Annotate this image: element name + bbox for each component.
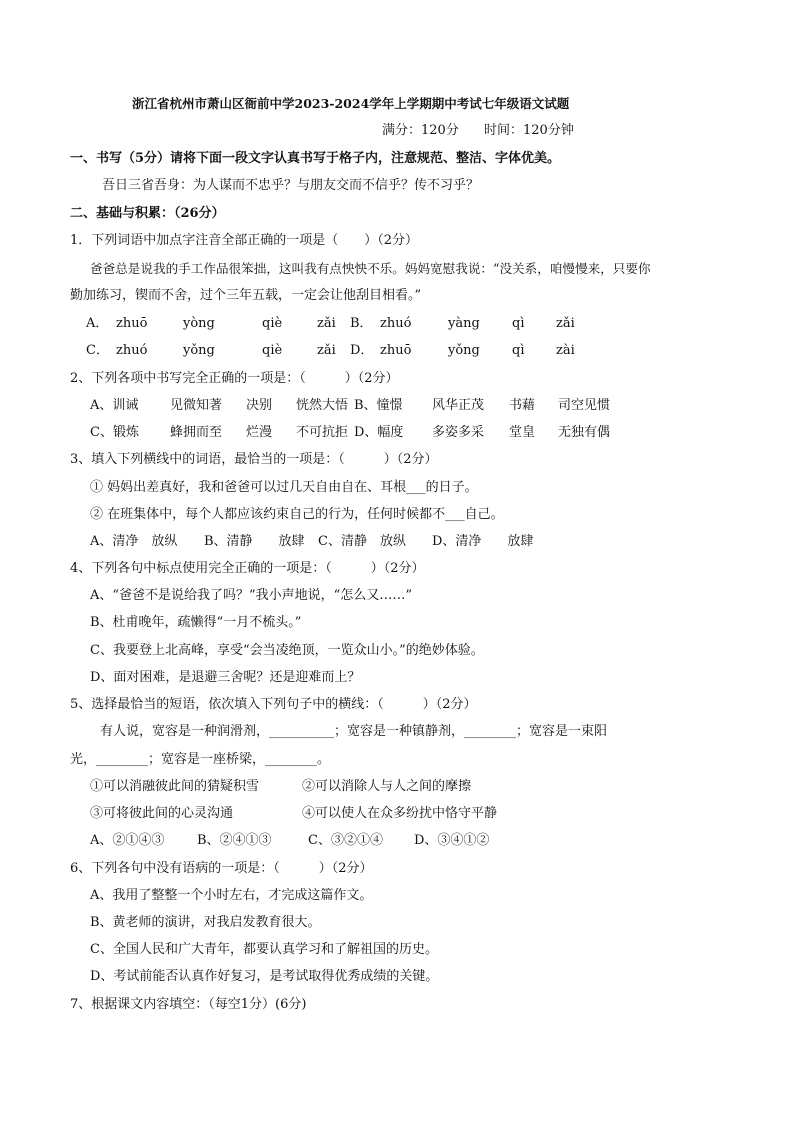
option-word: 恍然大悟 [296,398,349,413]
option-letter: B． [350,316,373,331]
q5-stem: 5、选择最恰当的短语，依次填入下列句子中的横线：（ ）（2分） [70,697,477,712]
pinyin: zhuō [116,316,148,331]
option: D、清净 放肆 [432,534,534,549]
q1-stem: 1．下列词语中加点字注音全部正确的一项是（ ）（2分） [70,233,419,248]
q2-stem: 2、下列各项中书写完全正确的一项是：（ ）（2分） [70,371,399,386]
pinyin: zǎi [556,316,575,331]
q3-stem: 3、填入下列横线中的词语，最恰当的一项是：（ ）（2分） [70,452,438,467]
q5-passage-line1: 有人说，宽容是一种润滑剂，__________；宽容是一种镇静剂，________；宽容是一束阳 [100,724,608,739]
q6-option-a: A、我用了整整一个小时左右，才完成这篇作文。 [90,888,373,903]
option-word: B、憧憬 [354,398,403,413]
part1-text: 吾日三省吾身：为人谋而不忠乎？与朋友交而不信乎？传不习乎？ [102,178,480,193]
q4-stem: 4、下列各句中标点使用完全正确的一项是：（ ）（2分） [70,561,425,576]
q1-passage-line2: 勤加练习，锲而不舍，过个三年五载，一定会让他刮目相看。” [70,288,422,303]
option: A、②①④③ [90,833,165,848]
q6-option-c: C、全国人民和广大青年，都要认真学习和了解祖国的历史。 [90,942,438,957]
q6-stem: 6、下列各句中没有语病的一项是：（ ）（2分） [70,861,373,876]
pinyin: qiè [262,343,283,358]
option-word: D、幅度 [354,425,404,440]
pinyin: zǎi [317,343,336,358]
option: C、③②①④ [308,833,383,848]
q6-option-b: B、黄老师的演讲，对我启发教育很大。 [90,915,321,930]
option-word: 决别 [246,398,273,413]
page-title: 浙江省杭州市萧山区衙前中学2023-2024学年上学期期中考试七年级语文试题 [132,96,570,111]
option-word: A、训诫 [90,398,139,413]
option-word: 见微知著 [170,398,223,413]
option: C、清静 放纵 [318,534,406,549]
option-letter: A． [86,316,109,331]
option-word: 烂漫 [246,425,273,440]
pinyin: zǎi [317,316,336,331]
q4-option-a: A、“爸爸不是说给我了吗？”我小声地说，“怎么又……” [90,588,412,603]
part1-heading: 一、书写（5分）请将下面一段文字认真书写于格子内，注意规范、整洁、字体优美。 [70,151,561,166]
option-word: 书藉 [509,398,536,413]
q3-sentence-1: ① 妈妈出差真好，我和爸爸可以过几天自由自在、耳根___的日子。 [90,480,478,495]
pinyin: yǒng [448,343,480,358]
option-word: 多姿多采 [432,425,485,440]
pinyin: zhuó [380,316,412,331]
q5-choice-2: ②可以消除人与人之间的摩擦 [302,779,472,794]
q1-passage-line1: 爸爸总是说我的手工作品很笨拙，这叫我有点怏怏不乐。妈妈宽慰我说：“没关系，咱慢慢来，只要你 [90,261,651,276]
part2-heading: 二、基础与积累：（26分） [70,206,225,221]
q4-option-d: D、面对困难，是退避三舍呢？还是迎难而上？ [90,670,361,685]
q7-stem: 7、根据课文内容填空：（每空1分）(6分) [70,997,307,1012]
option-word: 堂皇 [509,425,536,440]
option: B、②④①③ [197,833,272,848]
q3-sentence-2: ② 在班集体中，每个人都应该约束自己的行为，任何时候都不___自己。 [90,507,504,522]
option-word: 司空见惯 [558,398,611,413]
q4-option-b: B、杜甫晚年，疏懒得“一月不梳头。” [90,615,302,630]
option-letter: D． [350,343,374,358]
q5-choice-3: ③可将彼此间的心灵沟通 [90,806,234,821]
pinyin: yǒng [183,343,215,358]
q5-choice-4: ④可以使人在众多纷扰中恪守平静 [302,806,498,821]
pinyin: qiè [262,316,283,331]
pinyin: qì [512,343,525,358]
q6-option-d: D、考试前能否认真作好复习，是考试取得优秀成绩的关键。 [90,969,439,984]
pinyin: zhuó [116,343,148,358]
pinyin: yàng [448,316,480,331]
option-word: 蜂拥而至 [170,425,223,440]
full-score: 满分：120分 [382,123,459,138]
pinyin: qì [512,316,525,331]
option-word: 不可抗拒 [296,425,349,440]
pinyin: yòng [183,316,215,331]
pinyin: zhuō [380,343,412,358]
option-letter: C． [86,343,109,358]
option-word: 无独有偶 [558,425,611,440]
q5-choice-1: ①可以消融彼此间的猜疑积雪 [90,779,260,794]
pinyin: zài [556,343,575,358]
q4-option-c: C、我要登上北高峰，享受“会当凌绝顶，一览众山小。”的绝妙体验。 [90,643,484,658]
option-word: C、锻炼 [90,425,139,440]
q5-passage-line2: 光，________；宽容是一座桥梁，________。 [70,752,331,767]
option: A、清净 放纵 [90,534,178,549]
exam-time: 时间：120分钟 [484,123,574,138]
option: D、③④①② [414,833,490,848]
option-word: 风华正茂 [432,398,485,413]
option: B、清静 放肆 [204,534,305,549]
